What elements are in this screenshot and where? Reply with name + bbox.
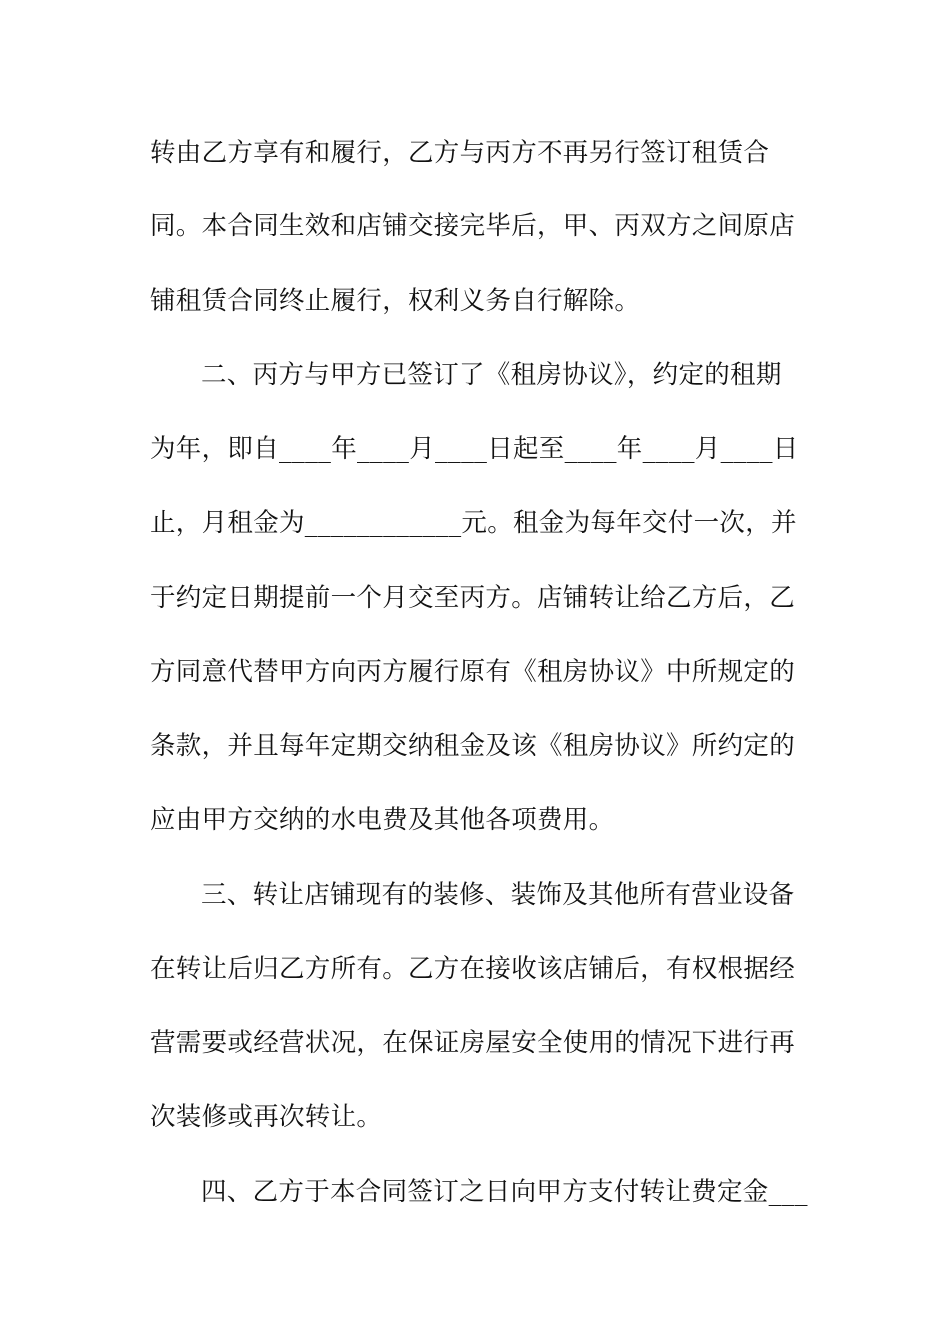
text-line: 为年，即自____年____月____日起至____年____月____日 (150, 434, 799, 464)
text-line: 应由甲方交纳的水电费及其他各项费用。 (150, 805, 615, 835)
text-line: 在转让后归乙方所有。乙方在接收该店铺后，有权根据经 (150, 954, 796, 984)
text-line: 营需要或经营状况，在保证房屋安全使用的情况下进行再 (150, 1028, 796, 1058)
text-line: 方同意代替甲方向丙方履行原有《租房协议》中所规定的 (150, 657, 796, 687)
text-line: 转由乙方享有和履行，乙方与丙方不再另行签订租赁合 (150, 138, 770, 168)
text-line: 止，月租金为____________元。租金为每年交付一次，并 (150, 508, 797, 538)
text-line: 条款，并且每年定期交纳租金及该《租房协议》所约定的 (150, 731, 796, 761)
paragraph-start-line: 三、转让店铺现有的装修、装饰及其他所有营业设备 (201, 880, 795, 910)
text-line: 同。本合同生效和店铺交接完毕后，甲、丙双方之间原店 (150, 211, 796, 241)
text-line: 于约定日期提前一个月交至丙方。店铺转让给乙方后，乙 (150, 583, 796, 613)
text-line: 次装修或再次转让。 (150, 1102, 383, 1132)
paragraph-start-line: 二、丙方与甲方已签订了《租房协议》，约定的租期 (201, 360, 782, 390)
text-line: 铺租赁合同终止履行，权利义务自行解除。 (150, 286, 641, 316)
paragraph-start-line: 四、乙方于本合同签订之日向甲方支付转让费定金___ (201, 1177, 808, 1207)
